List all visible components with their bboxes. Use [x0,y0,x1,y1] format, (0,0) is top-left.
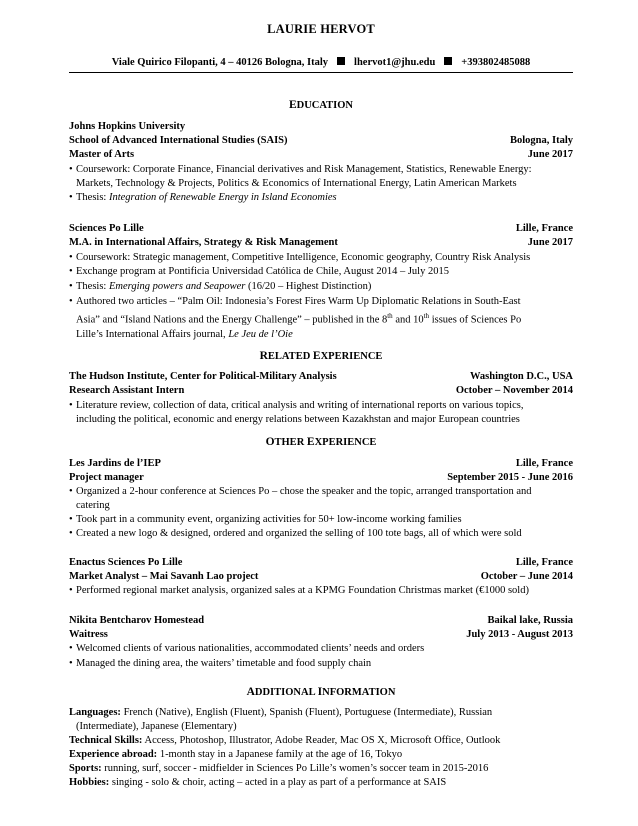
jhu-coursework-bullet: • Coursework: Corporate Finance, Financial derivatives and Risk Management, Statistics, Renewable Energy: Markets, Technology & Projects, Politics & Economics of International Energy, Latin American Markets [69,164,532,189]
scpo-school-row: Sciences Po Lille Lille, France [69,223,573,234]
enactus-bullet-1: • Performed regional market analysis, organized sales at a KPMG Foundation Christmas market (€1000 sold) [69,585,529,596]
iep-bullet-1: • Organized a 2-hour conference at Sciences Po – chose the speaker and the topic, arranged transportation and catering [69,486,532,511]
header-divider [69,72,573,73]
section-title-education: EDUCATION [288,99,354,111]
enactus-org-row: Enactus Sciences Po Lille Lille, France [69,557,573,568]
scpo-articles-bullet: • Authored two articles – “Palm Oil: Indonesia’s Forest Fires Warm Up Diplomatic Relations in South-East Asia” and “Island Nations and the Energy Challenge” – published in the 8th and 10th issues of Sciences Po Lille’s International Affairs journal, Le Jeu de l’Oie [69,296,522,340]
phone: +393802485088 [461,57,531,68]
section-title-additional-information: ADDITIONAL INFORMATION [246,686,396,698]
email: lhervot1@jhu.edu [354,57,436,68]
nikita-bullet-1: • Welcomed clients of various nationalities, accommodated clients’ needs and orders [69,643,425,654]
scpo-degree-row: M.A. in International Affairs, Strategy & Risk Management June 2017 [69,237,573,248]
hudson-bullet: • Literature review, collection of data, critical analysis and writing of international reports on various topics, including the political, economic and energy relations between Kazakhstan and major European countries [69,400,524,425]
applicant-name: LAURIE HERVOT [267,22,375,36]
separator-square-icon [337,57,345,65]
scpo-coursework-bullet: • Coursework: Strategic management, Competitive Intelligence, Economic geography, Country Risk Analysis [69,252,531,263]
nikita-org-row: Nikita Bentcharov Homestead Baikal lake, Russia [69,615,573,626]
contact-line [69,57,573,68]
hobbies-line: Hobbies: singing - solo & choir, acting – acted in a play as part of a performance at SAIS [69,777,447,788]
jhu-thesis-bullet: • Thesis: Integration of Renewable Energy in Island Economies [69,192,337,203]
jhu-division-row: School of Advanced International Studies (SAIS) Bologna, Italy [69,135,573,146]
enactus-role-row: Market Analyst – Mai Savanh Lao project October – June 2014 [69,571,573,582]
address: Viale Quirico Filopanti, 4 – 40126 Bologna, Italy [111,57,329,68]
section-title-related-experience: RELATED EXPERIENCE [259,350,383,362]
hudson-org-row: The Hudson Institute, Center for Political-Military Analysis Washington D.C., USA [69,371,573,382]
experience-abroad-line: Experience abroad: 1-month stay in a Japanese family at the age of 16, Tokyo [69,749,403,760]
hudson-role-row: Research Assistant Intern October – November 2014 [69,385,573,396]
separator-square-icon [444,57,452,65]
iep-bullet-2: • Took part in a community event, organizing activities for 50+ low-income working families [69,514,462,525]
technical-skills-line: Technical Skills: Access, Photoshop, Illustrator, Adobe Reader, Mac OS X, Microsoft Office, Outlook [69,735,501,746]
iep-role-row: Project manager September 2015 - June 2016 [69,472,573,483]
jhu-degree-row: Master of Arts June 2017 [69,149,573,160]
jhu-school: Johns Hopkins University [69,121,186,132]
iep-org-row: Les Jardins de l’IEP Lille, France [69,458,573,469]
scpo-exchange-bullet: • Exchange program at Pontificia Universidad Católica de Chile, August 2014 – July 2015 [69,266,449,277]
section-title-other-experience: OTHER EXPERIENCE [265,436,377,448]
iep-bullet-3: • Created a new logo & designed, ordered and organized the selling of 100 tote bags, all of which were sold [69,528,522,539]
languages-line: Languages: French (Native), English (Fluent), Spanish (Fluent), Portuguese (Intermediate), Russian (Intermediate), Japanese (Elementary) [69,707,493,732]
nikita-bullet-2: • Managed the dining area, the waiters’ timetable and food supply chain [69,658,372,669]
scpo-thesis-bullet: • Thesis: Emerging powers and Seapower (16/20 – Highest Distinction) [69,281,372,292]
nikita-role-row: Waitress July 2013 - August 2013 [69,629,573,640]
sports-line: Sports: running, surf, soccer - midfielder in Sciences Po Lille’s women’s soccer team in 2015-2016 [69,763,489,774]
